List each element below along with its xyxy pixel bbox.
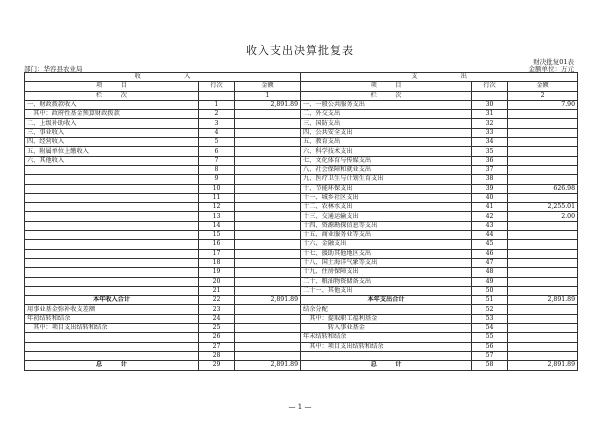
expense-amount-cell: [508, 147, 578, 156]
income-rowno-blank: [199, 91, 235, 100]
expense-amount-cell: [508, 333, 578, 342]
expense-rowno-cell: 37: [472, 165, 508, 174]
income-amount-cell: [235, 240, 301, 249]
expense-amount-cell: [508, 286, 578, 295]
expense-rowno-cell: 56: [472, 342, 508, 351]
income-rowno-cell: 18: [199, 258, 235, 267]
income-column-label: 栏 次: [25, 91, 199, 100]
expense-item-cell: 五、教育支出: [301, 138, 472, 147]
expense-amount-cell: 7.90: [508, 100, 578, 109]
income-rowno-cell: 5: [199, 138, 235, 147]
income-item-cell: [25, 221, 199, 230]
income-amount-cell: [235, 333, 301, 342]
table-row: [25, 175, 578, 184]
table-row: [25, 305, 578, 314]
expense-item-cell: 十七、援助其他地区支出: [301, 249, 472, 258]
income-item-cell: [25, 175, 199, 184]
expense-amount-cell: [508, 175, 578, 184]
income-rowno-cell: 4: [199, 128, 235, 137]
income-amount-cell: [235, 268, 301, 277]
expense-rowno-cell: 44: [472, 231, 508, 240]
expense-amount-cell: [508, 231, 578, 240]
expense-item-cell: 二十、粮油物资储备支出: [301, 277, 472, 286]
income-rowno-cell: 13: [199, 212, 235, 221]
income-item-cell: [25, 351, 199, 360]
expense-amount-header: 金额: [508, 82, 578, 91]
income-item-cell: 用事业基金弥补收支差额: [25, 305, 199, 314]
expense-rowno-cell: 32: [472, 119, 508, 128]
table-row: [25, 240, 578, 249]
income-amount-cell: [235, 165, 301, 174]
table-row: [25, 165, 578, 174]
income-rowno-cell: 3: [199, 119, 235, 128]
expense-amount-cell: [508, 240, 578, 249]
income-amount-cell: [235, 203, 301, 212]
income-amount-cell: [235, 351, 301, 360]
table-row: [25, 361, 578, 370]
expense-amount-cell: [508, 119, 578, 128]
income-rowno-cell: 20: [199, 277, 235, 286]
expense-item-cell: 转入事业基金: [301, 324, 472, 333]
table-row: [25, 138, 578, 147]
table-row: [25, 296, 578, 305]
table-row: [25, 231, 578, 240]
department-label: 部门：华容县农业局: [24, 65, 83, 73]
income-item-cell: [25, 203, 199, 212]
report-title: 收入支出决算批复表: [246, 44, 354, 57]
unit-label: 金额单位：万元: [528, 65, 574, 73]
income-rowno-cell: 12: [199, 203, 235, 212]
expense-amount-cell: [508, 110, 578, 119]
expense-rowno-cell: 41: [472, 203, 508, 212]
income-amount-cell: [235, 258, 301, 267]
expense-amount-cell: [508, 324, 578, 333]
expense-section-header: 支 出: [301, 73, 578, 82]
income-amount-cell: [235, 110, 301, 119]
expense-amount-cell: [508, 277, 578, 286]
income-rowno-cell: 16: [199, 240, 235, 249]
income-rowno-cell: 23: [199, 305, 235, 314]
expense-item-cell: 十五、商业服务业等支出: [301, 231, 472, 240]
income-amount-cell: [235, 314, 301, 323]
column-header-row: [25, 82, 578, 91]
table-row: [25, 249, 578, 258]
income-item-cell: [25, 184, 199, 193]
expense-item-cell: 结余分配: [301, 305, 472, 314]
column-index-row: [25, 91, 578, 100]
income-amount-cell: [235, 138, 301, 147]
expense-rowno-cell: 53: [472, 314, 508, 323]
expense-item-cell: 其中：提取职工福利基金: [301, 314, 472, 323]
expense-rowno-cell: 50: [472, 286, 508, 295]
income-rowno-cell: 2: [199, 110, 235, 119]
income-amount-cell: [235, 305, 301, 314]
income-rowno-cell: 14: [199, 221, 235, 230]
expense-rowno-cell: 43: [472, 221, 508, 230]
expense-amount-cell: [508, 221, 578, 230]
income-item-cell: 三、事业收入: [25, 128, 199, 137]
income-amount-cell: [235, 147, 301, 156]
table-body: [25, 100, 578, 370]
expense-amount-cell: [508, 342, 578, 351]
income-rowno-cell: 25: [199, 324, 235, 333]
income-item-cell: [25, 212, 199, 221]
income-item-cell: [25, 240, 199, 249]
expense-amount-cell: 2,255.01: [508, 203, 578, 212]
income-item-cell: 六、其他收入: [25, 156, 199, 165]
income-rowno-cell: 19: [199, 268, 235, 277]
income-item-cell: [25, 249, 199, 258]
income-amount-cell: 2,891.89: [235, 100, 301, 109]
expense-item-cell: 七、文化体育与传媒支出: [301, 156, 472, 165]
expense-column-index: 2: [508, 91, 578, 100]
expense-item-cell: 十、节能环保支出: [301, 184, 472, 193]
table-row: [25, 277, 578, 286]
income-amount-cell: [235, 156, 301, 165]
expense-item-cell: [301, 351, 472, 360]
income-amount-cell: [235, 221, 301, 230]
income-rowno-cell: 27: [199, 342, 235, 351]
income-expense-table: [24, 72, 578, 371]
expense-amount-cell: [508, 268, 578, 277]
expense-item-cell: 一、一般公共服务支出: [301, 100, 472, 109]
income-amount-cell: [235, 249, 301, 258]
table-row: [25, 221, 578, 230]
expense-amount-cell: [508, 156, 578, 165]
expense-rowno-cell: 31: [472, 110, 508, 119]
expense-rowno-cell: 35: [472, 147, 508, 156]
income-item-cell: 一、财政拨款收入: [25, 100, 199, 109]
income-amount-cell: [235, 128, 301, 137]
expense-rowno-cell: 52: [472, 305, 508, 314]
expense-amount-cell: [508, 351, 578, 360]
income-amount-cell: [235, 193, 301, 202]
income-item-cell: [25, 277, 199, 286]
income-amount-cell: [235, 175, 301, 184]
income-amount-cell: [235, 184, 301, 193]
expense-amount-cell: 2,891.89: [508, 361, 578, 370]
expense-item-cell: 十六、金融支出: [301, 240, 472, 249]
expense-rowno-cell: 55: [472, 333, 508, 342]
table-row: [25, 128, 578, 137]
expense-rowno-cell: 38: [472, 175, 508, 184]
table-row: [25, 110, 578, 119]
table-row: [25, 156, 578, 165]
income-item-cell: 本年收入合计: [25, 296, 199, 305]
income-rowno-cell: 26: [199, 333, 235, 342]
income-item-cell: 四、经营收入: [25, 138, 199, 147]
expense-rowno-cell: 45: [472, 240, 508, 249]
expense-amount-cell: [508, 258, 578, 267]
income-amount-cell: [235, 212, 301, 221]
expense-amount-cell: 626.98: [508, 184, 578, 193]
expense-amount-cell: [508, 165, 578, 174]
table-row: [25, 333, 578, 342]
section-header-row: [25, 73, 578, 82]
expense-item-cell: 十一、城乡社区支出: [301, 193, 472, 202]
income-item-cell: [25, 258, 199, 267]
expense-rowno-cell: 36: [472, 156, 508, 165]
table-row: [25, 258, 578, 267]
income-rowno-cell: 15: [199, 231, 235, 240]
expense-item-cell: 年末结转和结余: [301, 333, 472, 342]
income-rowno-cell: 1: [199, 100, 235, 109]
income-amount-cell: [235, 324, 301, 333]
income-item-cell: 总 计: [25, 361, 199, 370]
table-row: [25, 119, 578, 128]
expense-column-label: 栏 次: [301, 91, 472, 100]
income-item-cell: [25, 286, 199, 295]
income-item-cell: [25, 193, 199, 202]
income-item-cell: [25, 268, 199, 277]
income-item-cell: [25, 342, 199, 351]
income-item-cell: 五、附属单位上缴收入: [25, 147, 199, 156]
expense-item-cell: 本年支出合计: [301, 296, 472, 305]
income-rowno-cell: 9: [199, 175, 235, 184]
expense-rowno-header: 行次: [472, 82, 508, 91]
table-row: [25, 212, 578, 221]
table-row: [25, 147, 578, 156]
expense-amount-cell: [508, 138, 578, 147]
table-row: [25, 314, 578, 323]
income-rowno-cell: 8: [199, 165, 235, 174]
income-rowno-cell: 17: [199, 249, 235, 258]
income-rowno-cell: 29: [199, 361, 235, 370]
income-column-index: 1: [235, 91, 301, 100]
expense-item-cell: 十九、住房保障支出: [301, 268, 472, 277]
income-item-cell: 其中：项目支出结转和结余: [25, 324, 199, 333]
expense-item-cell: 六、科学技术支出: [301, 147, 472, 156]
expense-item-header: 项 目: [301, 82, 472, 91]
expense-rowno-cell: 33: [472, 128, 508, 137]
income-amount-cell: 2,891.89: [235, 361, 301, 370]
table-row: [25, 342, 578, 351]
expense-amount-cell: [508, 305, 578, 314]
table-row: [25, 351, 578, 360]
expense-item-cell: 其中：项目支出结转和结余: [301, 342, 472, 351]
income-amount-cell: [235, 277, 301, 286]
income-amount-header: 金额: [235, 82, 301, 91]
expense-amount-cell: [508, 249, 578, 258]
income-amount-cell: [235, 286, 301, 295]
expense-amount-cell: [508, 314, 578, 323]
page-number: — 1 —: [288, 403, 312, 411]
income-item-cell: 二、上级补助收入: [25, 119, 199, 128]
expense-item-cell: 四、公共安全支出: [301, 128, 472, 137]
income-section-header: 收 入: [25, 73, 301, 82]
expense-amount-cell: [508, 128, 578, 137]
expense-item-cell: 十四、资源勘探信息等支出: [301, 221, 472, 230]
expense-item-cell: 总 计: [301, 361, 472, 370]
income-item-cell: [25, 165, 199, 174]
income-rowno-cell: 10: [199, 184, 235, 193]
expense-item-cell: 九、医疗卫生与计划生育支出: [301, 175, 472, 184]
table-row: [25, 268, 578, 277]
expense-rowno-cell: 48: [472, 268, 508, 277]
income-amount-cell: [235, 119, 301, 128]
income-rowno-cell: 22: [199, 296, 235, 305]
expense-rowno-cell: 40: [472, 193, 508, 202]
expense-rowno-cell: 57: [472, 351, 508, 360]
table-row: [25, 184, 578, 193]
table-row: [25, 100, 578, 109]
income-amount-cell: [235, 231, 301, 240]
income-rowno-header: 行次: [199, 82, 235, 91]
income-rowno-cell: 24: [199, 314, 235, 323]
expense-amount-cell: 2.00: [508, 212, 578, 221]
expense-rowno-cell: 46: [472, 249, 508, 258]
expense-rowno-cell: 54: [472, 324, 508, 333]
income-rowno-cell: 21: [199, 286, 235, 295]
income-rowno-cell: 7: [199, 156, 235, 165]
expense-rowno-cell: 39: [472, 184, 508, 193]
expense-item-cell: 八、社会保障和就业支出: [301, 165, 472, 174]
expense-rowno-cell: 34: [472, 138, 508, 147]
expense-amount-cell: 2,891.89: [508, 296, 578, 305]
income-rowno-cell: 11: [199, 193, 235, 202]
expense-rowno-cell: 58: [472, 361, 508, 370]
income-item-cell: 年初结转和结余: [25, 314, 199, 323]
income-item-cell: 其中：政府性基金预算财政拨款: [25, 110, 199, 119]
income-amount-cell: [235, 342, 301, 351]
table-row: [25, 286, 578, 295]
income-item-header: 项 目: [25, 82, 199, 91]
expense-rowno-cell: 51: [472, 296, 508, 305]
form-number: 财决批复01表: [533, 58, 574, 66]
expense-item-cell: 十八、国土海洋气象等支出: [301, 258, 472, 267]
income-rowno-cell: 6: [199, 147, 235, 156]
expense-item-cell: 二、外交支出: [301, 110, 472, 119]
table-row: [25, 203, 578, 212]
income-item-cell: [25, 333, 199, 342]
table-row: [25, 324, 578, 333]
expense-item-cell: 十二、农林水支出: [301, 203, 472, 212]
expense-rowno-blank: [472, 91, 508, 100]
income-rowno-cell: 28: [199, 351, 235, 360]
expense-item-cell: 三、国防支出: [301, 119, 472, 128]
income-item-cell: [25, 231, 199, 240]
expense-rowno-cell: 47: [472, 258, 508, 267]
expense-item-cell: 十三、交通运输支出: [301, 212, 472, 221]
expense-rowno-cell: 42: [472, 212, 508, 221]
income-amount-cell: 2,891.89: [235, 296, 301, 305]
expense-item-cell: 二十一、其他支出: [301, 286, 472, 295]
table-row: [25, 193, 578, 202]
expense-rowno-cell: 49: [472, 277, 508, 286]
expense-amount-cell: [508, 193, 578, 202]
expense-rowno-cell: 30: [472, 100, 508, 109]
